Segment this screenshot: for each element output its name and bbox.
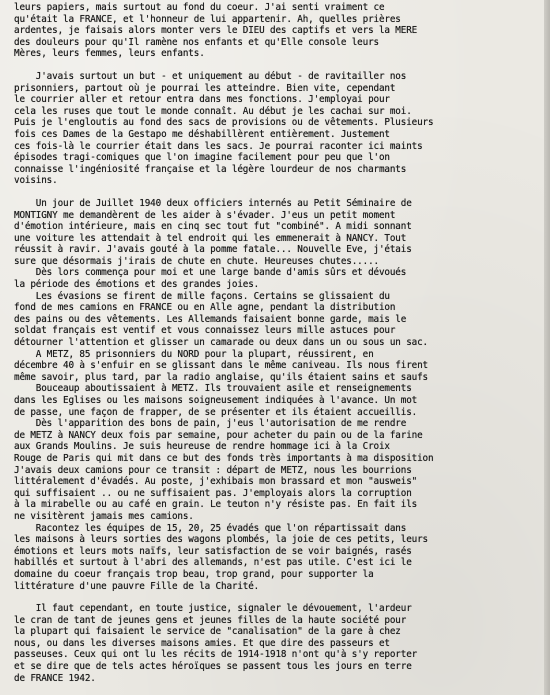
text-line: et se dire que de tels actes héroïques se passent tous les jours en terre [14,661,412,673]
text-line: aux Grands Moulins. Je suis heureuse de rendre hommage ici à la Croix [14,441,390,453]
text-line: soldat français est ventif et vous connaissez leurs mille astuces pour [14,325,396,337]
text-line: décembre 40 à s'enfuir en se glissant dans le même caniveau. Ils nous firent [14,360,428,372]
text-line: la plupart qui faisaient le service de "canalisation" de la gare à chez [14,626,401,638]
paragraph-gap [14,592,542,603]
text-line: MONTIGNY me demandèrent de les aider à s'évader. J'eus un petit moment [14,209,396,221]
text-line: prisonniers, partout où je pourrai les atteindre. Bien vite, cependant [14,82,396,94]
text-line: détourner l'attention et glisser un camarade ou deux dans un ou sous un sac. [14,337,428,349]
text-line: Bouceaup aboutissaient à METZ. Ils trouvaient asile et renseignements [14,383,412,395]
text-line: réussit à ravir. J'avais gouté à la pomme fatale... Nouvelle Eve, j'étais [14,244,412,256]
text-line: A METZ, 85 prisonniers du NORD pour la plupart, réussirent, en [14,348,374,360]
paragraph-gap [14,60,542,71]
text-line: ces fois-là le courrier était dans les sacs. Je pourrai raconter ici maints [14,140,423,152]
page-edge [544,0,550,695]
text-line: qui suffisaient .. ou ne suffisaient pas. J'employais alors la corruption [14,487,412,499]
text-line: habillés et surtout à l'abri des allemands, n'est pas utile. C'est ici le [14,557,412,569]
text-line: connaisse l'ingéniosité française et la légère lourdeur de nos charmants [14,163,407,175]
text-line: J'avais surtout un but - et uniquement au début - de ravitailler nos [14,70,407,82]
text-line: Dès lors commença pour moi et une large bande d'amis sûrs et dévoués [14,267,407,279]
text-line: Il faut cependant, en toute justice, signaler le dévouement, l'ardeur [14,603,412,615]
text-line: voisins. [14,175,58,187]
text-line: qu'était la FRANCE, et l'honneur de lui appartenir. Ah, quelles prières [14,13,401,25]
text-line: de FRANCE 1942. [14,672,96,684]
text-line: de passe, une façon de frapper, de se présenter et ils étaient accueillis. [14,406,418,418]
text-line: à la mirabelle ou au café en grain. Le teuton n'y résiste pas. En fait ils [14,499,418,511]
text-line: ardentes, je faisais alors monter vers le DIEU des captifs et vers la MERE [14,25,418,37]
text-line: sure que désormais j'irais de chute en chute. Heureuses chutes..... [14,255,379,267]
paragraph [14,603,542,684]
text-line: fois ces Dames de la Gestapo me déshabillèrent entièrement. Justement [14,128,390,140]
paragraph [14,71,542,187]
text-line: épisodes tragi-comiques que l'on imagine facilement pour peu que l'on [14,152,390,164]
text-line: Un jour de Juillet 1940 deux officiers internés au Petit Séminaire de [14,197,412,209]
text-line: Dès l'apparition des bons de pain, j'eus l'autorisation de me rendre [14,418,407,430]
text-line: passeuses. Ceux qui ont lu les récits de 1914-1918 n'ont qu'à s'y reporter [14,649,418,661]
text-line: leurs papiers, mais surtout au fond du coeur. J'ai senti vraiment ce [14,2,385,13]
text-line: ne visitèrent jamais mes camions. [14,510,194,522]
text-line: domaine du coeur français trop beau, trop grand, pour supporter la [14,568,374,580]
paragraph-gap [14,187,542,198]
text-line: le cran de tant de jeunes gens et jeunes filles de la haute société pour [14,614,407,626]
paragraph [14,198,542,592]
paragraph [14,2,542,60]
document-body [14,2,542,684]
text-line: J'avais deux camions pour ce transit : départ de METZ, nous les bourrions [14,464,412,476]
text-line: des douleurs pour qu'Il ramène nos enfants et qu'Elle console leurs [14,36,379,48]
text-line: même savoir, plus tard, par la radio anglaise, qu'ils étaient sains et saufs [14,371,428,383]
text-line: le courrier aller et retour entra dans mes fonctions. J'employai pour [14,94,390,106]
text-line: une voiture les attendait à tel endroit qui les emmenerait à NANCY. Tout [14,232,407,244]
text-line: émotions et leurs mots naïfs, leur satisfaction de se voir baignés, rasés [14,545,412,557]
text-line: littéralement d'évadés. Au poste, j'exhibais mon brassard et mon "ausweis" [14,476,418,488]
text-line: Puis je l'engloutis au fond des sacs de provisions ou de vêtements. Plusieurs [14,117,434,129]
text-line: les maisons à leurs sorties des wagons plombés, la joie de ces petits, leurs [14,534,428,546]
text-line: la période des émotions et des grandes joies. [14,279,260,291]
text-line: cela les ruses que tout le monde connaît. Au début je les cachai sur moi. [14,105,412,117]
text-line: Mères, leurs femmes, leurs enfants. [14,48,205,60]
text-line: Racontez les équipes de 15, 20, 25 évadés que l'on répartissait dans [14,522,407,534]
text-line: littérature d'une pauvre Fille de la Charité. [14,580,260,592]
text-line: de METZ à NANCY deux fois par semaine, pour acheter du pain ou de la farine [14,429,423,441]
text-line: Rouge de Paris qui mit dans ce but des fonds très importants à ma disposition [14,452,434,464]
text-line: nous, ou dans les diverses maisons amies. Et que dire des passeurs et [14,637,390,649]
text-line: des pains ou des vêtements. Les Allemands faisaient bonne garde, mais le [14,313,407,325]
text-line: dans les Eglises ou les maisons soigneusement indiquées à l'avance. Un mot [14,395,418,406]
text-line: fond de mes camions en FRANCE ou en Alle agne, pendant la distribution [14,302,396,314]
text-line: d'émotion intérieure, mais en cinq sec tout fut "combiné". A midi sonnant [14,221,412,233]
text-line: Les évasions se firent de mille façons. Certains se glissaient du [14,290,390,302]
